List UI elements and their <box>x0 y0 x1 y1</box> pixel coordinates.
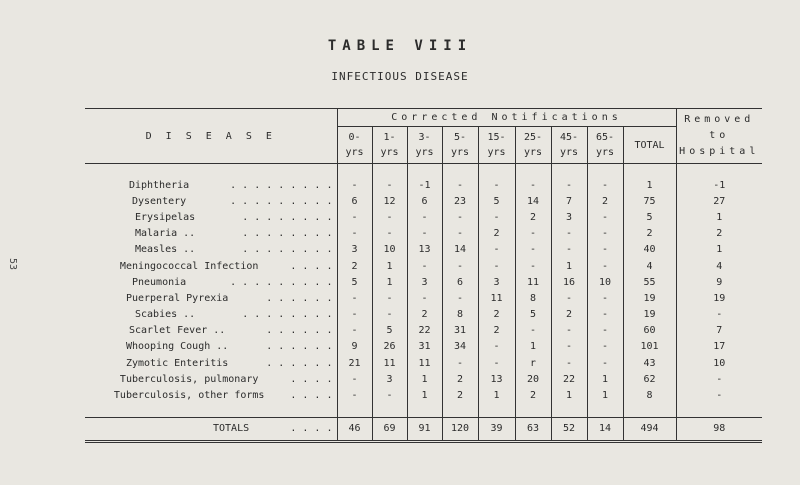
infectious-disease-table <box>85 108 762 443</box>
count-cell: - <box>442 258 478 274</box>
count-cell: 2 <box>478 307 515 323</box>
count-cell: 2 <box>442 371 478 387</box>
count-cell: - <box>478 177 515 193</box>
count-cell: - <box>587 323 623 339</box>
count-cell: - <box>515 323 551 339</box>
count-cell: 46 <box>337 417 372 441</box>
count-cell: 5 <box>515 307 551 323</box>
count-cell: - <box>337 387 372 403</box>
disease-name-cell <box>85 371 337 387</box>
count-cell: - <box>478 355 515 371</box>
count-cell: 3 <box>407 274 442 290</box>
header-disease: D I S E A S E <box>85 109 337 164</box>
totals-label: TOTALS <box>213 423 250 435</box>
count-cell: r <box>515 355 551 371</box>
count-cell: - <box>478 242 515 258</box>
table-row <box>85 307 762 323</box>
count-cell: 52 <box>551 417 587 441</box>
disease-name-cell <box>85 193 337 209</box>
disease-name-cell <box>85 209 337 225</box>
count-cell: 3 <box>478 274 515 290</box>
count-cell: 20 <box>515 371 551 387</box>
count-cell: 31 <box>407 339 442 355</box>
count-cell: - <box>407 226 442 242</box>
total-cell: 494 <box>623 417 676 441</box>
count-cell: 1 <box>478 387 515 403</box>
count-cell: - <box>551 355 587 371</box>
table-row <box>85 290 762 306</box>
count-cell: 2 <box>515 209 551 225</box>
dot-leader: . . . . . . . . <box>242 211 333 223</box>
table-row <box>85 355 762 371</box>
count-cell: 1 <box>372 258 407 274</box>
count-cell: - <box>337 323 372 339</box>
removed-cell: 7 <box>676 323 762 339</box>
age-header-25: 25- yrs <box>515 127 551 164</box>
totals-spacer <box>85 404 762 418</box>
total-cell: 2 <box>623 226 676 242</box>
count-cell: 69 <box>372 417 407 441</box>
disease-name: Puerperal Pyrexia <box>125 292 229 304</box>
disease-name: Meningococcal Infection <box>119 260 259 272</box>
count-cell: 9 <box>337 339 372 355</box>
dot-leader: . . . . <box>290 373 333 385</box>
count-cell: - <box>551 177 587 193</box>
table-row <box>85 177 762 193</box>
count-cell: - <box>407 209 442 225</box>
disease-name-cell <box>85 258 337 274</box>
header-removed-to-hospital: Removed to Hospital <box>676 109 762 164</box>
totals-label-cell <box>85 417 337 441</box>
removed-cell: 10 <box>676 355 762 371</box>
table-header <box>85 109 762 164</box>
count-cell: 10 <box>372 242 407 258</box>
count-cell: - <box>442 355 478 371</box>
count-cell: - <box>587 290 623 306</box>
count-cell: 22 <box>551 371 587 387</box>
dot-leader: . . . . . . . . . <box>230 179 333 191</box>
count-cell: - <box>587 242 623 258</box>
age-header-15: 15- yrs <box>478 127 515 164</box>
count-cell: 5 <box>337 274 372 290</box>
count-cell: - <box>587 307 623 323</box>
count-cell: - <box>515 242 551 258</box>
count-cell: 31 <box>442 323 478 339</box>
count-cell: - <box>551 339 587 355</box>
removed-cell: 1 <box>676 209 762 225</box>
count-cell: 23 <box>442 193 478 209</box>
disease-name: Tuberculosis, other forms <box>113 390 265 402</box>
count-cell: 7 <box>551 193 587 209</box>
count-cell: 11 <box>515 274 551 290</box>
total-cell: 19 <box>623 307 676 323</box>
count-cell: -1 <box>407 177 442 193</box>
removed-cell: 9 <box>676 274 762 290</box>
disease-name-cell <box>85 323 337 339</box>
age-header-3: 3- yrs <box>407 127 442 164</box>
count-cell: - <box>337 290 372 306</box>
table-row <box>85 209 762 225</box>
count-cell: 3 <box>551 209 587 225</box>
count-cell: 6 <box>442 274 478 290</box>
dot-leader: . . . . . . . . . <box>230 195 333 207</box>
table-row <box>85 258 762 274</box>
total-cell: 40 <box>623 242 676 258</box>
removed-cell: 17 <box>676 339 762 355</box>
count-cell: 14 <box>587 417 623 441</box>
count-cell: - <box>442 209 478 225</box>
count-cell: - <box>478 339 515 355</box>
count-cell: 1 <box>587 371 623 387</box>
disease-name: Malaria .. <box>134 228 196 240</box>
disease-name-cell <box>85 387 337 403</box>
totals-row <box>85 417 762 441</box>
total-cell: 19 <box>623 290 676 306</box>
count-cell: 11 <box>372 355 407 371</box>
disease-name-cell <box>85 274 337 290</box>
count-cell: 3 <box>372 371 407 387</box>
total-cell: 101 <box>623 339 676 355</box>
removed-cell: - <box>676 387 762 403</box>
disease-name: Erysipelas <box>134 211 196 223</box>
disease-name: Pneumonia <box>131 276 187 288</box>
count-cell: - <box>587 177 623 193</box>
disease-name: Whooping Cough .. <box>125 341 229 353</box>
count-cell: - <box>551 290 587 306</box>
count-cell: 5 <box>372 323 407 339</box>
count-cell: - <box>515 177 551 193</box>
count-cell: 8 <box>515 290 551 306</box>
count-cell: 2 <box>551 307 587 323</box>
total-cell: 4 <box>623 258 676 274</box>
count-cell: - <box>372 209 407 225</box>
dot-leader: . . . . . . . . <box>242 309 333 321</box>
count-cell: 39 <box>478 417 515 441</box>
count-cell: - <box>587 339 623 355</box>
disease-name: Scarlet Fever .. <box>128 325 226 337</box>
table-row <box>85 193 762 209</box>
disease-name: Zymotic Enteritis <box>125 357 229 369</box>
count-cell: 14 <box>442 242 478 258</box>
total-cell: 5 <box>623 209 676 225</box>
count-cell: - <box>407 290 442 306</box>
count-cell: 91 <box>407 417 442 441</box>
count-cell: 1 <box>587 387 623 403</box>
removed-cell: 2 <box>676 226 762 242</box>
age-header-65: 65- yrs <box>587 127 623 164</box>
count-cell: - <box>337 209 372 225</box>
removed-cell: -1 <box>676 177 762 193</box>
disease-name-cell <box>85 226 337 242</box>
total-cell: 60 <box>623 323 676 339</box>
disease-name: Dysentery <box>131 195 187 207</box>
count-cell: 2 <box>478 226 515 242</box>
count-cell: 13 <box>478 371 515 387</box>
count-cell: - <box>587 258 623 274</box>
dot-leader: . . . . . . <box>266 357 333 369</box>
dot-leader: . . . . . . <box>266 325 333 337</box>
dot-leader: . . . . <box>290 423 333 435</box>
total-cell: 75 <box>623 193 676 209</box>
removed-cell: - <box>676 307 762 323</box>
removed-cell: 19 <box>676 290 762 306</box>
count-cell: 2 <box>478 323 515 339</box>
total-cell: 43 <box>623 355 676 371</box>
table-subtitle: INFECTIOUS DISEASE <box>331 70 469 83</box>
count-cell: - <box>442 290 478 306</box>
count-cell: - <box>515 258 551 274</box>
dot-leader: . . . . . . . . <box>242 228 333 240</box>
header-total: TOTAL <box>623 127 676 164</box>
page-number: 53 <box>7 258 18 271</box>
table-row <box>85 242 762 258</box>
removed-cell: 4 <box>676 258 762 274</box>
table-body <box>85 164 762 442</box>
count-cell: - <box>372 290 407 306</box>
disease-name-cell <box>85 177 337 193</box>
dot-leader: . . . . . . . . . <box>230 276 333 288</box>
count-cell: - <box>442 226 478 242</box>
count-cell: - <box>587 209 623 225</box>
count-cell: 6 <box>407 193 442 209</box>
count-cell: 11 <box>407 355 442 371</box>
disease-name: Scabies .. <box>134 309 196 321</box>
count-cell: 2 <box>515 387 551 403</box>
count-cell: - <box>372 307 407 323</box>
dot-leader: . . . . . . <box>266 292 333 304</box>
count-cell: 6 <box>337 193 372 209</box>
count-cell: - <box>407 258 442 274</box>
count-cell: 22 <box>407 323 442 339</box>
total-cell: 62 <box>623 371 676 387</box>
table-row <box>85 387 762 403</box>
count-cell: 21 <box>337 355 372 371</box>
count-cell: 14 <box>515 193 551 209</box>
table-row <box>85 339 762 355</box>
count-cell: 1 <box>407 371 442 387</box>
total-cell: 1 <box>623 177 676 193</box>
dot-leader: . . . . <box>290 260 333 272</box>
dot-leader: . . . . <box>290 390 333 402</box>
count-cell: 1 <box>551 258 587 274</box>
table-title: TABLE VIII <box>327 38 473 54</box>
total-cell: 8 <box>623 387 676 403</box>
dot-leader: . . . . . . <box>266 341 333 353</box>
count-cell: - <box>337 177 372 193</box>
count-cell: 1 <box>407 387 442 403</box>
count-cell: 2 <box>442 387 478 403</box>
age-header-0: 0- yrs <box>337 127 372 164</box>
disease-name-cell <box>85 242 337 258</box>
table-row <box>85 371 762 387</box>
table-row <box>85 226 762 242</box>
age-header-45: 45- yrs <box>551 127 587 164</box>
table-row <box>85 323 762 339</box>
disease-name: Tuberculosis, pulmonary <box>119 373 259 385</box>
age-header-5: 5- yrs <box>442 127 478 164</box>
count-cell: - <box>372 387 407 403</box>
count-cell: - <box>372 177 407 193</box>
count-cell: - <box>337 307 372 323</box>
count-cell: - <box>337 226 372 242</box>
count-cell: 16 <box>551 274 587 290</box>
count-cell: 63 <box>515 417 551 441</box>
count-cell: 1 <box>551 387 587 403</box>
count-cell: - <box>372 226 407 242</box>
removed-cell: 1 <box>676 242 762 258</box>
table-row <box>85 274 762 290</box>
count-cell: - <box>551 226 587 242</box>
count-cell: 8 <box>442 307 478 323</box>
count-cell: - <box>337 371 372 387</box>
header-corrected-notifications: Corrected Notifications <box>337 109 676 127</box>
removed-cell: - <box>676 371 762 387</box>
count-cell: - <box>587 355 623 371</box>
disease-name: Measles .. <box>134 244 196 256</box>
count-cell: - <box>478 209 515 225</box>
count-cell: - <box>515 226 551 242</box>
count-cell: 120 <box>442 417 478 441</box>
count-cell: 1 <box>372 274 407 290</box>
count-cell: 34 <box>442 339 478 355</box>
disease-name-cell <box>85 339 337 355</box>
count-cell: 10 <box>587 274 623 290</box>
disease-name-cell <box>85 290 337 306</box>
count-cell: 3 <box>337 242 372 258</box>
disease-name-cell <box>85 355 337 371</box>
count-cell: - <box>478 258 515 274</box>
disease-name: Diphtheria <box>128 179 190 191</box>
count-cell: 2 <box>337 258 372 274</box>
count-cell: 26 <box>372 339 407 355</box>
count-cell: 1 <box>515 339 551 355</box>
count-cell: 12 <box>372 193 407 209</box>
count-cell: 11 <box>478 290 515 306</box>
count-cell: 13 <box>407 242 442 258</box>
count-cell: - <box>587 226 623 242</box>
count-cell: - <box>551 242 587 258</box>
header-spacer <box>85 164 762 178</box>
dot-leader: . . . . . . . . <box>242 244 333 256</box>
disease-name-cell <box>85 307 337 323</box>
count-cell: 2 <box>587 193 623 209</box>
removed-cell: 98 <box>676 417 762 441</box>
count-cell: 5 <box>478 193 515 209</box>
age-header-1: 1- yrs <box>372 127 407 164</box>
count-cell: - <box>551 323 587 339</box>
total-cell: 55 <box>623 274 676 290</box>
removed-cell: 27 <box>676 193 762 209</box>
count-cell: - <box>442 177 478 193</box>
count-cell: 2 <box>407 307 442 323</box>
